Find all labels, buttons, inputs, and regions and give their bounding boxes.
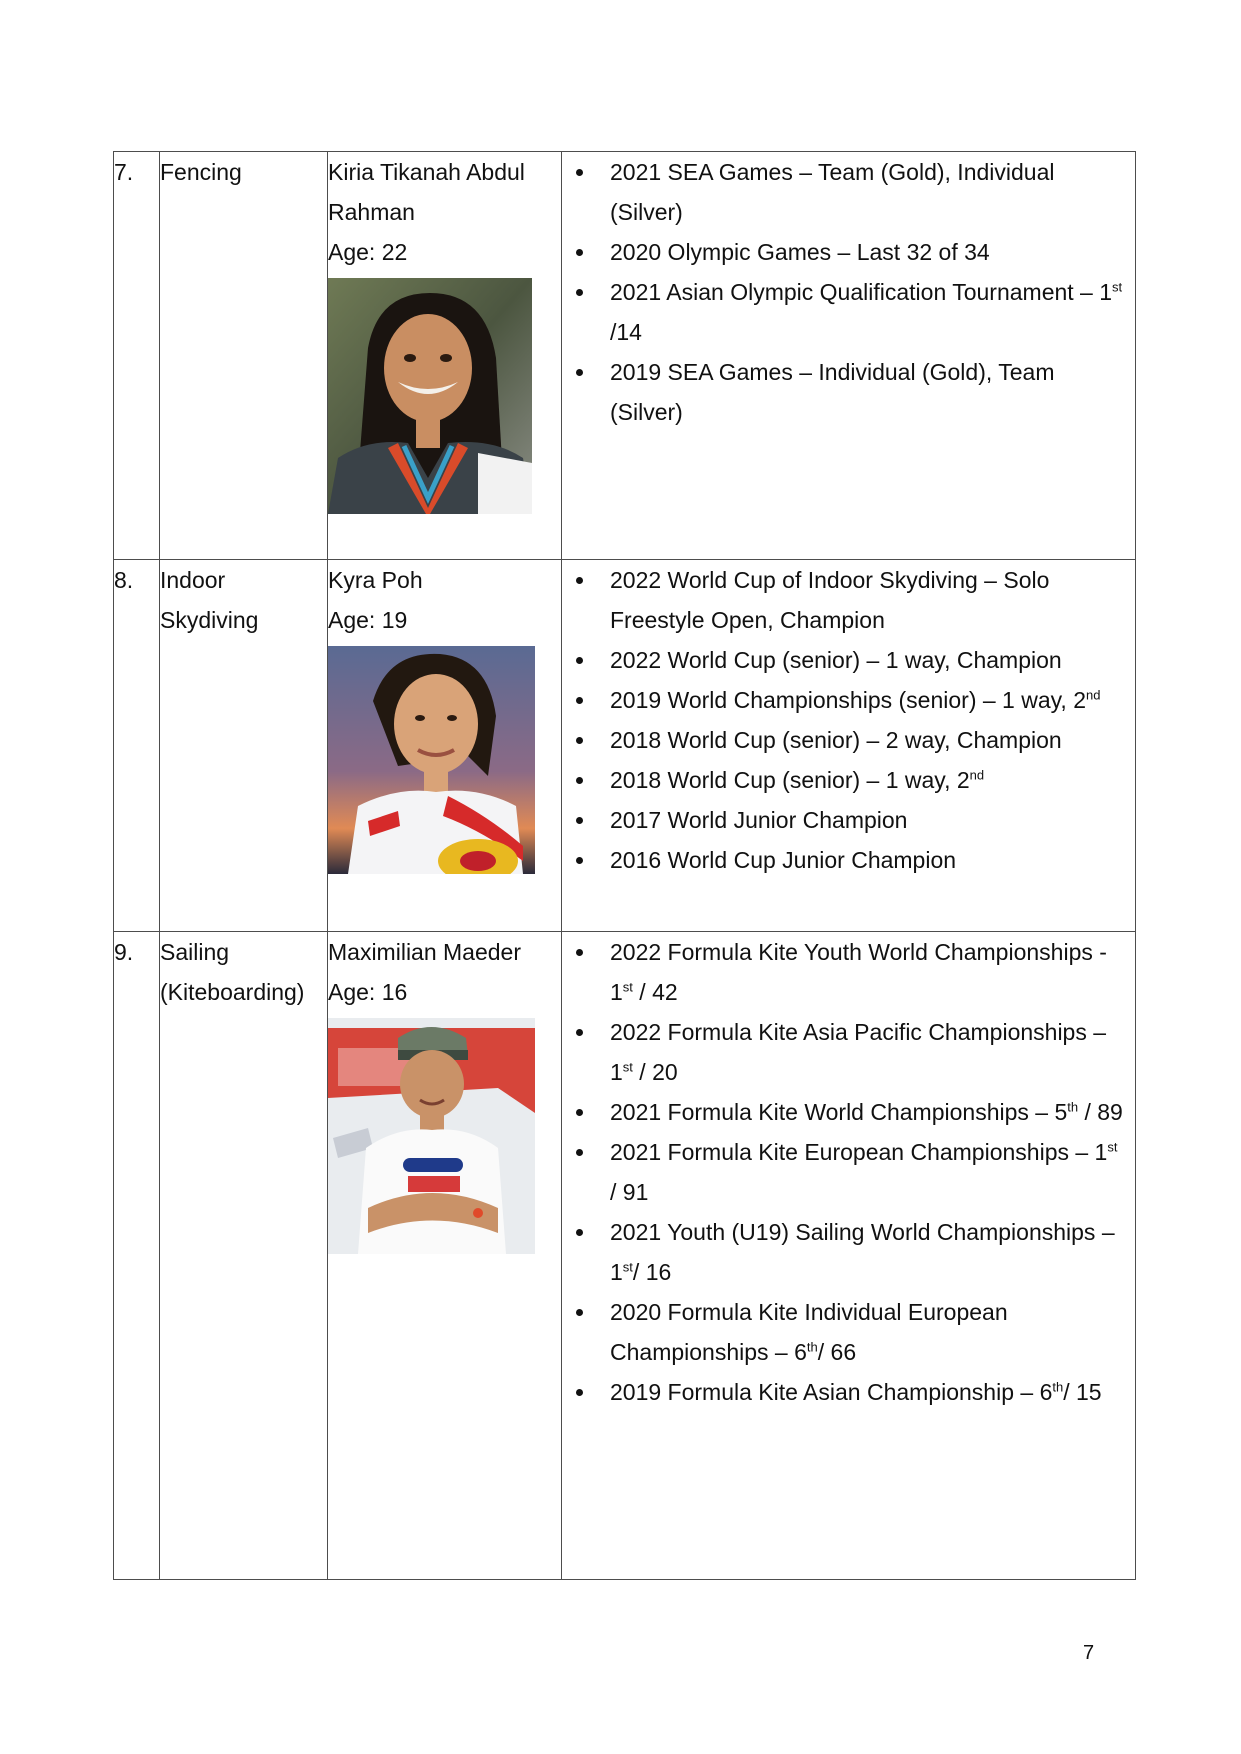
row-number: 7.: [114, 159, 134, 185]
achievements-list: [562, 560, 1135, 880]
page-number: 7: [1083, 1642, 1095, 1664]
achievements-cell: [562, 932, 1136, 1580]
sport-label: Fencing: [160, 159, 242, 185]
table-row: [114, 932, 1136, 1580]
list-item: 2022 Formula Kite Asia Pacific Championships – 1st / 20: [562, 1012, 1135, 1092]
athlete-photo-fencer: [328, 278, 532, 514]
list-item: 2021 Formula Kite European Championships – 1st / 91: [562, 1132, 1135, 1212]
table-row: [114, 560, 1136, 932]
athlete-photo-kiteboarder: [328, 1018, 535, 1254]
sport-label: Sailing: [160, 939, 230, 965]
athlete-age: Age: 16: [328, 979, 408, 1005]
list-item: 2016 World Cup Junior Champion: [562, 840, 1135, 880]
table-row: [114, 152, 1136, 560]
list-item: 2019 World Championships (senior) – 1 way, 2nd: [562, 680, 1135, 720]
row-number: 8.: [114, 567, 134, 593]
sport-cell: [160, 560, 328, 932]
list-item: 2018 World Cup (senior) – 2 way, Champion: [562, 720, 1135, 760]
list-item: 2018 World Cup (senior) – 1 way, 2nd: [562, 760, 1135, 800]
list-item: 2022 World Cup of Indoor Skydiving – Solo Freestyle Open, Champion: [562, 560, 1135, 640]
athlete-photo-skydiver: [328, 646, 535, 874]
row-number-cell: [114, 560, 160, 932]
athletes-table: [113, 151, 1136, 1580]
list-item: 2020 Olympic Games – Last 32 of 34: [562, 232, 1135, 272]
sport-cell: [160, 152, 328, 560]
athlete-name: Maximilian Maeder: [328, 939, 522, 965]
list-item: 2017 World Junior Champion: [562, 800, 1135, 840]
achievements-cell: [562, 152, 1136, 560]
sport-label: (Kiteboarding): [160, 979, 305, 1005]
list-item: 2019 Formula Kite Asian Championship – 6th/ 15: [562, 1372, 1135, 1412]
row-number-cell: [114, 152, 160, 560]
sport-label: Skydiving: [160, 607, 259, 633]
list-item: 2019 SEA Games – Individual (Gold), Team (Silver): [562, 352, 1135, 432]
list-item: 2022 World Cup (senior) – 1 way, Champion: [562, 640, 1135, 680]
athlete-name: Kyra Poh: [328, 567, 423, 593]
list-item: 2020 Formula Kite Individual European Championships – 6th/ 66: [562, 1292, 1135, 1372]
list-item: 2021 Asian Olympic Qualification Tournament – 1st /14: [562, 272, 1135, 352]
athlete-age: Age: 22: [328, 239, 408, 265]
row-number: 9.: [114, 939, 134, 965]
achievements-list: [562, 152, 1135, 432]
row-number-cell: [114, 932, 160, 1580]
list-item: 2021 SEA Games – Team (Gold), Individual (Silver): [562, 152, 1135, 232]
achievements-cell: [562, 560, 1136, 932]
athlete-name: Kiria Tikanah Abdul Rahman: [328, 159, 525, 225]
sport-label: Indoor: [160, 567, 226, 593]
sport-cell: [160, 932, 328, 1580]
athlete-cell: [328, 560, 562, 932]
achievements-list: [562, 932, 1135, 1412]
list-item: 2021 Youth (U19) Sailing World Championships – 1st/ 16: [562, 1212, 1135, 1292]
list-item: 2021 Formula Kite World Championships – 5th / 89: [562, 1092, 1135, 1132]
list-item: 2022 Formula Kite Youth World Championships - 1st / 42: [562, 932, 1135, 1012]
athlete-age: Age: 19: [328, 607, 408, 633]
athlete-cell: [328, 932, 562, 1580]
athlete-cell: [328, 152, 562, 560]
